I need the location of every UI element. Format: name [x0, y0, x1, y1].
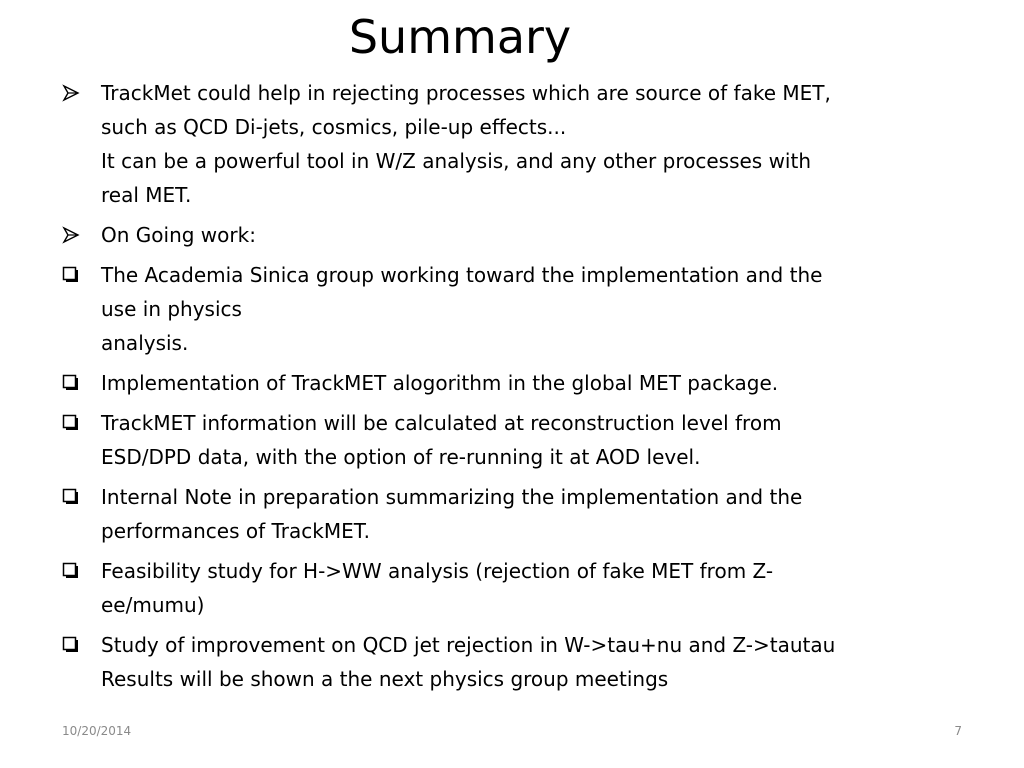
bullet-text-line: Feasibility study for H->WW analysis (rejection of fake MET from Z- — [101, 559, 774, 583]
bullet-text-line: real MET. — [101, 183, 192, 207]
checkbox-icon — [62, 366, 82, 400]
bullet-item — [62, 366, 952, 400]
bullet-item — [62, 406, 952, 474]
checkbox-icon — [62, 628, 82, 662]
bullet-item — [62, 628, 952, 696]
bullet-text-line: It can be a powerful tool in W/Z analysis, and any other processes with — [101, 149, 811, 173]
checkbox-icon — [62, 554, 82, 588]
bullet-item — [62, 258, 952, 360]
checkbox-icon — [62, 406, 82, 440]
bullet-text-line: use in physics — [101, 297, 242, 321]
checkbox-icon — [62, 258, 82, 292]
bullet-list — [62, 76, 952, 702]
bullet-text-line: TrackMET information will be calculated at reconstruction level from — [101, 411, 782, 435]
bullet-item — [62, 76, 952, 212]
arrow-icon — [62, 76, 82, 110]
bullet-text-line: Results will be shown a the next physics group meetings — [101, 667, 669, 691]
bullet-text-line: ee/mumu) — [101, 593, 205, 617]
bullet-text-line: performances of TrackMET. — [101, 519, 370, 543]
bullet-item — [62, 218, 952, 252]
bullet-item — [62, 480, 952, 548]
bullet-text-line: TrackMet could help in rejecting processes which are source of fake MET, — [101, 81, 831, 105]
bullet-text-line: Implementation of TrackMET alogorithm in the global MET package. — [101, 371, 779, 395]
bullet-item — [62, 554, 952, 622]
bullet-text-line: On Going work: — [101, 223, 256, 247]
slide-title: Summary — [348, 10, 572, 64]
checkbox-icon — [62, 480, 82, 514]
bullet-text-line: such as QCD Di-jets, cosmics, pile-up effects... — [101, 115, 567, 139]
bullet-text-line: analysis. — [101, 331, 189, 355]
footer-date: 10/20/2014 — [62, 724, 132, 738]
bullet-text-line: ESD/DPD data, with the option of re-running it at AOD level. — [101, 445, 701, 469]
footer-page-number: 7 — [954, 724, 962, 738]
bullet-text-line: Internal Note in preparation summarizing the implementation and the — [101, 485, 803, 509]
bullet-text-line: Study of improvement on QCD jet rejection in W->tau+nu and Z->tautau — [101, 633, 836, 657]
arrow-icon — [62, 218, 82, 252]
bullet-text-line: The Academia Sinica group working toward the implementation and the — [101, 263, 823, 287]
